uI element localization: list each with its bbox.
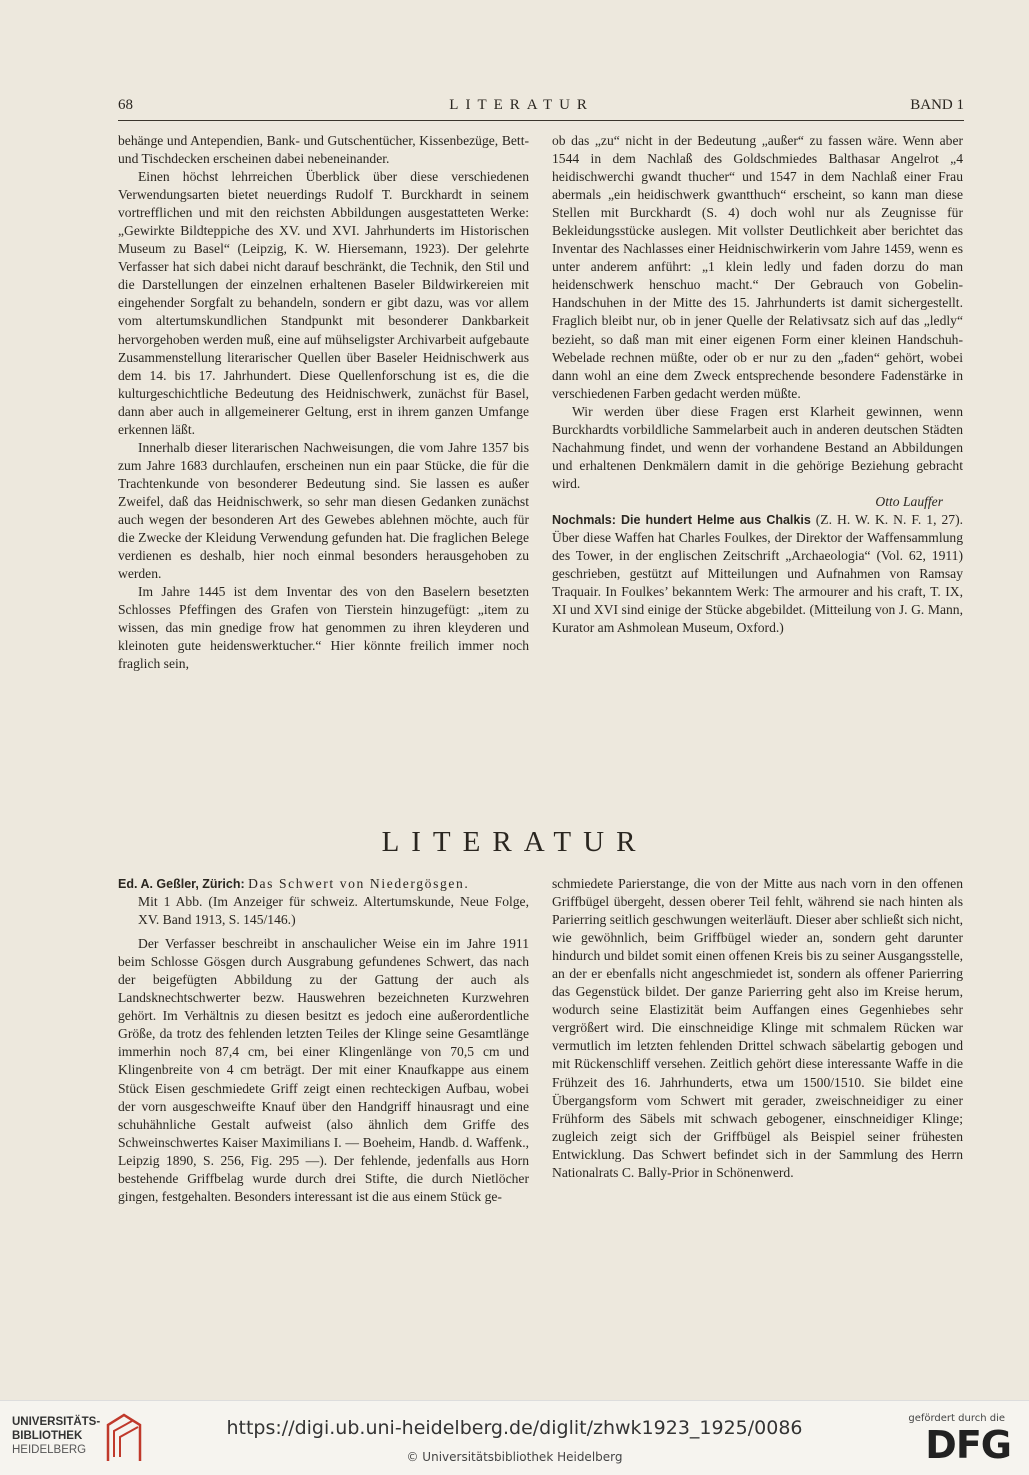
author-signature: Otto Lauffer (875, 493, 943, 509)
logo-line: BIBLIOTHEK (12, 1430, 83, 1442)
review-reference: Mit 1 Abb. (Im Anzeiger für schweiz. Altertumskunde, Neue Folge, XV. Band 1913, S. 145/146.) (138, 894, 529, 928)
running-title: LITERATUR (449, 96, 594, 113)
volume-label: BAND 1 (910, 96, 964, 113)
page-number: 68 (118, 96, 133, 113)
paragraph: Im Jahre 1445 ist dem Inventar des von den Baselern besetzten Schlosses Pfeffingen des Grafen von Tierstein hinzugefügt: „item zu wissen, das min gnedige frow hat genommen zu ihren kleyderen und kleinoten gute heidenswerktucher.“ Hier könnte freilich immer noch fraglich sein, (118, 584, 529, 672)
copyright-notice: © Universitätsbibliothek Heidelberg (406, 1450, 623, 1464)
note-text: (Z. H. W. K. N. F. 1, 27). Über diese Waffen hat Charles Foulkes, der Direktor der Waffensammlung des Tower, in der englischen Zeitschrift „Archaeologia“ (Vol. 62, 1911) geschrieben, gestützt auf Mitteilungen und Aufnahmen von Ramsay Traquair. In Foulkes’ bekanntem Werk: The armourer and his craft, T. IX, XI und XVI sind einige der Stücke abgebildet. (Mitteilung von J. G. Mann, Kurator am Ashmolean Museum, Oxford.) (552, 511, 963, 636)
paragraph: Einen höchst lehrreichen Überblick über diese verschiedenen Verwendungsarten bietet neuerdings Rudolf T. Burckhardt in seinem vortrefflichen und mit den reichsten Abbildungen ausgestatteten Werke: „Gewirkte Bildteppiche des XV. und XVI. Jahrhunderts im Historischen Museum zu Basel“ (Leipzig, K. W. Hiersemann, 1923). Der gelehrte Verfasser hat sich dabei nicht darauf beschränkt, die Technik, den Stil und die Darstellungen der einzelnen erhaltenen Baseler Bildwirkereien mit eingehender Sorgfalt zu behandeln, sondern er gibt dazu, was vor allem vom altertumskundlichen Standpunkt mit besonderer Dankbarkeit hervorgehoben werden muß, eine auf mühseligster Archivarbeit aufgebaute Zusammenstellung literarischer Quellen über Baseler Heidnischwerk aus dem 14. bis 17. Jahrhundert. Diese Quellenforschung ist es, die die kulturgeschichtliche Bedeutung des Heidnischwerk, zunächst für Basel, dann aber auch in allgemeinerer Geltung, erst in ihrem ganzen Umfange erkennen läßt. (118, 169, 529, 437)
header-rule (118, 120, 964, 121)
running-header (118, 94, 964, 116)
paragraph: behänge und Antependien, Bank- und Gutschentücher, Kissenbezüge, Bett- und Tischdecken erscheinen dabei nebeneinander. (118, 133, 529, 167)
review-author: Ed. A. Geßler, Zürich: (118, 877, 245, 891)
dfg-logo[interactable]: DFG (925, 1423, 1011, 1467)
funding-label: gefördert durch die (908, 1413, 1005, 1424)
paragraph: Innerhalb dieser literarischen Nachweisungen, die vom Jahre 1357 bis zum Jahre 1683 durchlaufen, erscheinen nun ein paar Stücke, die für die Trachtenkunde von besonderer Bedeutung sind. Sie lassen es außer Zweifel, daß das Heidnischwerk, so sehr man diesen Gedanken zunächst auch wegen der besonderen Art des Gewebes ablehnen möchte, auch für die Zwecke der Kleidung Verwendung gefunden hat. Die fraglichen Belege verdienen es deshalb, hier noch einmal besonders herausgehoben zu werden. (118, 439, 529, 582)
paragraph: Der Verfasser beschreibt in anschaulicher Weise ein im Jahre 1911 beim Schlosse Gösgen durch Ausgrabung gefundenes Schwert, das nach der beigefügten Abbildung zu der Gattung der auch als Landsknechtschwerter bezw. Hauswehren bezeichneten Kurzwehren gehört. Im Verhältnis zu diesen besitzt es jedoch eine außerordentliche Größe, da trotz des fehlenden letzten Teiles der Klinge seine Gesamtlänge immerhin noch 87,4 cm, bei einer Klingenlänge von 70,5 cm und Klingenbreite von 4 cm beträgt. Der mit einer Knaufkappe aus einem Stück Eisen geschmiedete Griff zeigt einen rechteckigen Aufbau, wobei der vorn ausgeschweifte Knauf über den Handgriff hinausragt und eine schuhähnliche Gestalt aufweist (also ähnlich dem Griffe des Schweinschwertes Kaiser Maximilians I. — Boeheim, Handb. d. Waffenk., Leipzig 1890, S. 256, Fig. 295 —). Der fehlende, jedenfalls aus Horn bestehende Griffbelag wurde durch drei Stifte, die durch Nietlöcher gingen, festgehalten. Besonders interessant ist die aus einem Stück ge- (118, 936, 529, 1204)
note-paragraph (552, 511, 963, 637)
viewer-footer (0, 1400, 1029, 1475)
permalink-url[interactable]: https://digi.ub.uni-heidelberg.de/diglit/zhwk1923_1925/0086 (226, 1417, 803, 1439)
lower-right-column (552, 875, 963, 1182)
review-heading (118, 875, 529, 893)
lower-left-column (118, 875, 529, 1206)
logo-line: UNIVERSITÄTS- (12, 1416, 101, 1428)
section-title: LITERATUR (381, 826, 648, 858)
upper-left-column (118, 132, 529, 673)
review-title: Das Schwert von Niedergösgen. (248, 876, 470, 891)
paragraph: ob das „zu“ nicht in der Bedeutung „außer“ zu fassen wäre. Wenn aber 1544 in dem Nachlaß des Goldschmiedes Balthasar Angelrot „4 heidischwerchi gwandt thucher“ und 1547 in dem Nachlaß einer Frau abermals „ein heidischwerk gwantthuch“ erscheint, so kann man diese Stellen mit Burckhardt (S. 4) doch wohl nur als Zeugnisse für Bekleidungsstücke auslegen. Mit vollster Deutlichkeit aber berichtet das Inventar des Nachlasses einer Heidnischwirkerin vom Jahre 1459, wenn es unter anderem anführt: „1 klein ledly und faden dorzu do man heidenschwerk henschuo macht.“ Der Gebrauch von Gobelin-Handschuhen in der Mitte des 15. Jahrhunderts ist damit sichergestellt. Fraglich bleibt nur, ob in jener Quelle der Relativsatz sich auf das „ledly“ bezieht, so daß man mit einer eigenen Form einer kleinen Handschuh-Webelade rechnen müßte, oder ob er nur zu den „faden“ gehört, wobei dann wohl an eine dem Zweck entsprechende besondere Fadenstärke in verschiedenen Farben gedacht werden müßte. (552, 133, 963, 401)
logo-line: HEIDELBERG (12, 1444, 87, 1456)
paragraph: schmiedete Parierstange, die von der Mitte aus nach vorn in den offenen Griffbügel übergeht, dessen oberer Teil fehlt, während sie nach hinten als Parierring seitlich geschwungen weiterläuft. Dieser aber schließt sich nicht, wie gewöhnlich, beim Griffbügel wieder an, sondern geht darunter hindurch und bildet somit einen offenen Kreis bis zu seiner Ausgangsstelle, an der er ebenfalls nicht angeschmiedet ist, sondern als offener Parierring das Gegenstück bildet. Der ganze Parierring geht also im Kreise herum, wodurch seine Elastizität beim Auffangen eines Gegenhiebes sehr vergrößert wird. Die einschneidige Klinge mit schmalem Rücken war vermutlich im letzten fehlenden Drittel schwach säbelartig gebogen und mit Rückenschliff versehen. Zeitlich gehört diese interessante Waffe in die Frühzeit des 16. Jahrhunderts, etwa um 1500/1510. Sie bildet eine Übergangsform vom Schwert mit gerader, zweischneidiger zu einer Frühform des Säbels mit schwach gebogener, einschneidiger Klinge; zugleich zeigt sich der Griffbügel als Beispiel seiner frühesten Entwicklung. Das Schwert befindet sich in der Sammlung des Herrn Nationalrats C. Bally-Prior in Schönenwerd. (552, 876, 963, 1180)
paragraph: Wir werden über diese Fragen erst Klarheit gewinnen, wenn Burckhardts vorbildliche Sammelarbeit auch in anderen deutschen Städten Nachahmung findet, und wenn der vorhandene Bestand an Abbildungen und erhaltenen Denkmälern damit in die gehörige Beziehung gebracht wird. (552, 403, 963, 491)
upper-right-column (552, 132, 963, 637)
note-lead: Nochmals: Die hundert Helme aus Chalkis (552, 512, 811, 527)
